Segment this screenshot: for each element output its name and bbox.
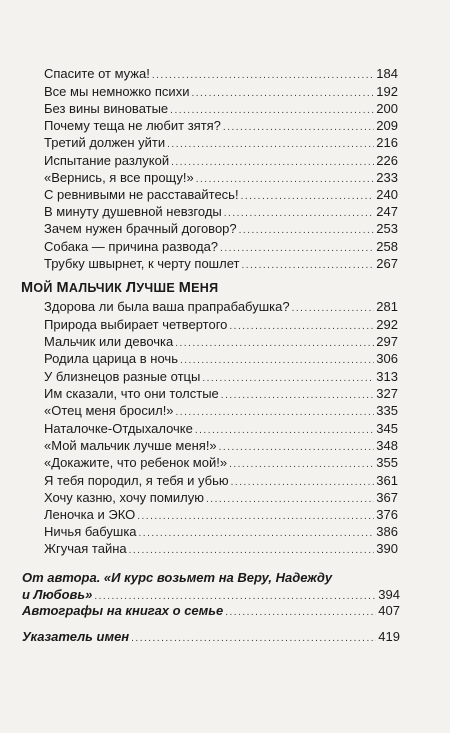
toc-entry[interactable] <box>44 170 398 188</box>
toc-entry-title: С ревнивыми не расставайтесь! <box>44 187 239 202</box>
leader-dots <box>229 457 374 473</box>
leader-dots <box>225 604 376 621</box>
toc-entry-page: 258 <box>376 239 398 254</box>
toc-entry[interactable] <box>44 421 398 439</box>
toc-entry-title: «Мой мальчик лучше меня!» <box>44 438 217 453</box>
toc-entry-title: От автора. «И курс возьмет на Веру, Надежду <box>22 570 333 585</box>
leader-dots <box>241 258 374 274</box>
toc-entry-page: 209 <box>376 118 398 133</box>
toc-entry-page: 335 <box>376 403 398 418</box>
leader-dots <box>139 526 374 542</box>
toc-entry-index[interactable] <box>22 628 400 647</box>
toc-entry-title: Им сказали, что они толстые <box>44 386 219 401</box>
leader-dots <box>131 630 376 647</box>
leader-dots <box>176 405 374 421</box>
toc-entry[interactable] <box>44 317 398 335</box>
toc-entry[interactable] <box>44 66 398 84</box>
toc-entry-page: 386 <box>376 524 398 539</box>
toc-entry-title: Здорова ли была ваша прапрабабушка? <box>44 299 290 314</box>
toc-entry-title: Леночка и ЭКО <box>44 507 136 522</box>
toc-entry-title: «Вернись, я все прощу!» <box>44 170 194 185</box>
toc-entry-title: Почему теща не любит зятя? <box>44 118 221 133</box>
toc-entry-title: Природа выбирает четвертого <box>44 317 228 332</box>
leader-dots <box>129 543 374 559</box>
leader-dots <box>219 440 374 456</box>
toc-entry-page: 267 <box>376 256 398 271</box>
toc-entry-autographs[interactable] <box>22 602 400 621</box>
toc-entry-title: Трубку швырнет, к черту пошлет <box>44 256 240 271</box>
toc-entry[interactable] <box>44 101 398 119</box>
leader-dots <box>220 241 374 257</box>
toc-entry[interactable] <box>44 118 398 136</box>
leader-dots <box>202 371 374 387</box>
leader-dots <box>180 353 374 369</box>
section-heading[interactable]: МОЙ МАЛЬЧИК ЛУЧШЕ МЕНЯ <box>21 280 219 296</box>
toc-entry-title: Собака — причина развода? <box>44 239 219 254</box>
toc-entry-title: Указатель имен <box>22 629 130 644</box>
toc-entry[interactable] <box>44 256 398 274</box>
toc-entry[interactable] <box>44 135 398 153</box>
leader-dots <box>171 155 374 171</box>
toc-entry-page: 226 <box>376 153 398 168</box>
toc-entry-title: Спасите от мужа! <box>44 66 150 81</box>
toc-entry-title: Зачем нужен брачный договор? <box>44 221 237 236</box>
toc-entry[interactable] <box>44 221 398 239</box>
toc-entry-page: 361 <box>376 473 398 488</box>
leader-dots <box>170 103 374 119</box>
toc-entry-title: Я тебя породил, я тебя и убью <box>44 473 229 488</box>
toc-entry-page: 327 <box>376 386 398 401</box>
toc-entry-title: Все мы немножко психи <box>44 84 190 99</box>
leader-dots <box>195 423 374 439</box>
toc-entry[interactable] <box>44 239 398 257</box>
toc-entry-page: 240 <box>376 187 398 202</box>
toc-entry-page: 281 <box>376 299 398 314</box>
toc-entry-page: 216 <box>376 135 398 150</box>
leader-dots <box>292 301 374 317</box>
toc-entry-title: Автографы на книгах о семье <box>22 603 224 618</box>
toc-entry-page: 407 <box>378 603 400 618</box>
toc-entry-page: 306 <box>376 351 398 366</box>
toc-entry[interactable] <box>44 299 398 317</box>
toc-entry[interactable] <box>44 507 398 525</box>
toc-entry-title: Родила царица в ночь <box>44 351 178 366</box>
toc-entry[interactable] <box>44 403 398 421</box>
toc-entry-author[interactable] <box>22 569 400 605</box>
leader-dots <box>175 336 374 352</box>
toc-entry-page: 313 <box>376 369 398 384</box>
leader-dots <box>152 68 374 84</box>
leader-dots <box>231 475 374 491</box>
toc-entry-title: Без вины виноватые <box>44 101 169 116</box>
toc-entry[interactable] <box>44 204 398 222</box>
toc-entry-title: «Отец меня бросил!» <box>44 403 174 418</box>
toc-entry-page: 253 <box>376 221 398 236</box>
leader-dots <box>221 388 374 404</box>
toc-entry-page: 345 <box>376 421 398 436</box>
toc-entry-page: 376 <box>376 507 398 522</box>
leader-dots <box>239 223 374 239</box>
leader-dots <box>137 509 374 525</box>
leader-dots <box>229 319 374 335</box>
toc-entry[interactable] <box>44 490 398 508</box>
toc-entry-page: 355 <box>376 455 398 470</box>
toc-entry-title: У близнецов разные отцы <box>44 369 201 384</box>
leader-dots <box>224 206 374 222</box>
toc-entry-page: 247 <box>376 204 398 219</box>
toc-entry-page: 419 <box>378 629 400 644</box>
toc-entry-title: Мальчик или девочка <box>44 334 174 349</box>
toc-entry[interactable] <box>44 84 398 102</box>
toc-entry-page: 297 <box>376 334 398 349</box>
toc-entry-page: 233 <box>376 170 398 185</box>
toc-entry-page: 367 <box>376 490 398 505</box>
toc-entry-title: Жгучая тайна <box>44 541 127 556</box>
toc-entry-title: и Любовь» <box>22 587 93 602</box>
leader-dots <box>191 86 374 102</box>
toc-entry-page: 184 <box>376 66 398 81</box>
toc-entry[interactable] <box>44 334 398 352</box>
toc-entry[interactable] <box>44 455 398 473</box>
toc-entry-title: Ничья бабушка <box>44 524 137 539</box>
toc-entry[interactable] <box>44 473 398 491</box>
toc-entry-title: В минуту душевной невзгоды <box>44 204 222 219</box>
leader-dots <box>241 189 374 205</box>
toc-entry-page: 200 <box>376 101 398 116</box>
toc-entry[interactable] <box>44 541 398 559</box>
toc-entry-title: Испытание разлукой <box>44 153 170 168</box>
toc-entry[interactable] <box>44 438 398 456</box>
toc-entry[interactable] <box>44 187 398 205</box>
leader-dots <box>167 137 374 153</box>
toc-entry-page: 348 <box>376 438 398 453</box>
toc-entry[interactable] <box>44 369 398 387</box>
toc-entry-title: Хочу казню, хочу помилую <box>44 490 205 505</box>
toc-entry-title: Третий должен уйти <box>44 135 166 150</box>
toc-entry[interactable] <box>44 351 398 369</box>
leader-dots <box>206 492 374 508</box>
toc-entry[interactable] <box>44 153 398 171</box>
toc-entry-page: 394 <box>378 587 400 602</box>
toc-entry[interactable] <box>44 386 398 404</box>
toc-entry-page: 192 <box>376 84 398 99</box>
toc-entry-page: 292 <box>376 317 398 332</box>
leader-dots <box>223 120 374 136</box>
toc-entry-title: Наталочке-Отдыхалочке <box>44 421 193 436</box>
leader-dots <box>196 172 374 188</box>
toc-entry[interactable] <box>44 524 398 542</box>
toc-entry-page: 390 <box>376 541 398 556</box>
toc-entry-title: «Докажите, что ребенок мой!» <box>44 455 228 470</box>
